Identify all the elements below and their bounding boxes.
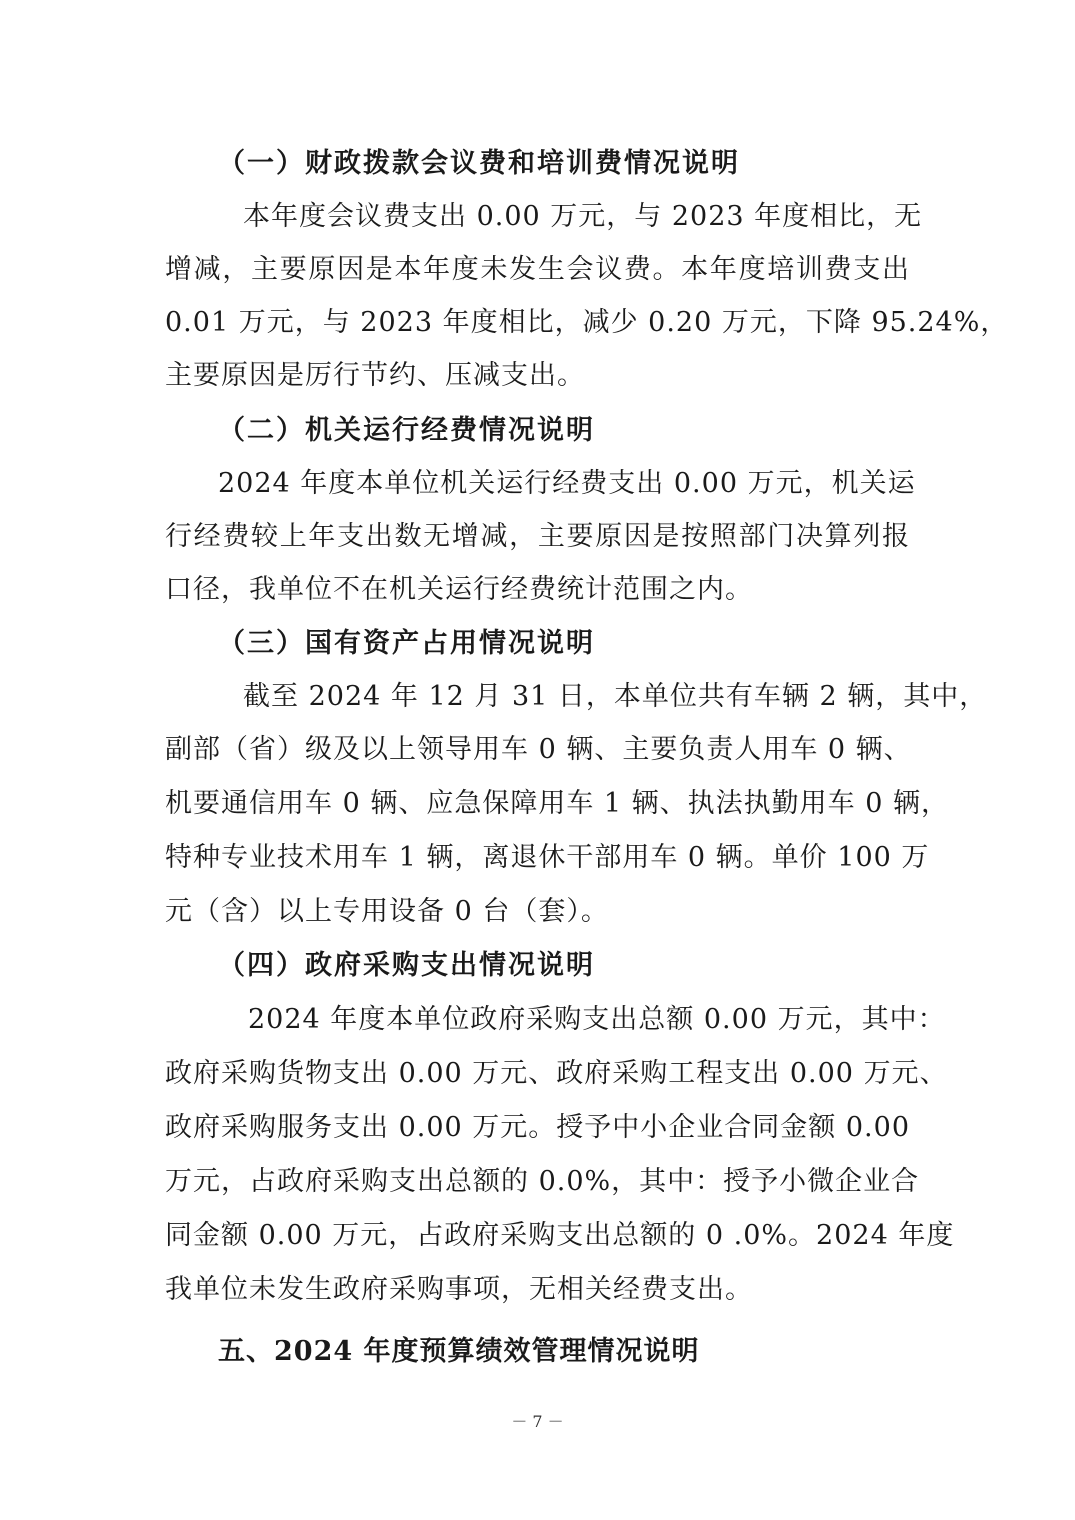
paragraph-line: 增减，主要原因是本年度未发生会议费。本年度培训费支出 (165, 254, 910, 285)
paragraph-line: 特种专业技术用车 1 辆，离退休干部用车 0 辆。单价 100 万 (165, 842, 930, 873)
paragraph-line: 2024 年度本单位政府采购支出总额 0.00 万元，其中： (248, 1004, 946, 1035)
page-number: － 7 － (511, 1412, 564, 1431)
paragraph-line: 本年度会议费支出 0.00 万元，与 2023 年度相比，无 (243, 201, 923, 232)
paragraph-line: 截至 2024 年 12 月 31 日，本单位共有车辆 2 辆，其中， (243, 681, 988, 712)
paragraph-line: 主要原因是厉行节约、压减支出。 (165, 360, 585, 391)
section-heading-performance-management: 五、2024 年度预算绩效管理情况说明 (218, 1336, 700, 1367)
paragraph-line: 副部（省）级及以上领导用车 0 辆、主要负责人用车 0 辆、 (165, 734, 912, 765)
paragraph-line: 机要通信用车 0 辆、应急保障用车 1 辆、执法执勤用车 0 辆， (165, 788, 950, 819)
paragraph-line: 万元，占政府采购支出总额的 0.0%，其中：授予小微企业合 (165, 1166, 920, 1197)
section-heading-state-assets: （三）国有资产占用情况说明 (218, 628, 595, 659)
section-heading-operating-expenses: （二）机关运行经费情况说明 (218, 415, 595, 446)
paragraph-line: 元（含）以上专用设备 0 台（套）。 (165, 896, 609, 927)
paragraph-line: 2024 年度本单位机关运行经费支出 0.00 万元，机关运 (218, 468, 916, 499)
paragraph-line: 0.01 万元，与 2023 年度相比，减少 0.20 万元，下降 95.24%， (165, 307, 1009, 338)
paragraph-line: 政府采购货物支出 0.00 万元、政府采购工程支出 0.00 万元、 (165, 1058, 948, 1089)
paragraph-line: 我单位未发生政府采购事项，无相关经费支出。 (165, 1274, 753, 1305)
section-heading-government-procurement: （四）政府采购支出情况说明 (218, 950, 595, 981)
section-heading-meeting-training: （一）财政拨款会议费和培训费情况说明 (218, 148, 740, 179)
paragraph-line: 同金额 0.00 万元，占政府采购支出总额的 0 .0%。2024 年度 (165, 1220, 955, 1251)
paragraph-line: 行经费较上年支出数无增减，主要原因是按照部门决算列报 (165, 521, 910, 552)
paragraph-line: 口径，我单位不在机关运行经费统计范围之内。 (165, 574, 753, 605)
paragraph-line: 政府采购服务支出 0.00 万元。授予中小企业合同金额 0.00 (165, 1112, 910, 1143)
